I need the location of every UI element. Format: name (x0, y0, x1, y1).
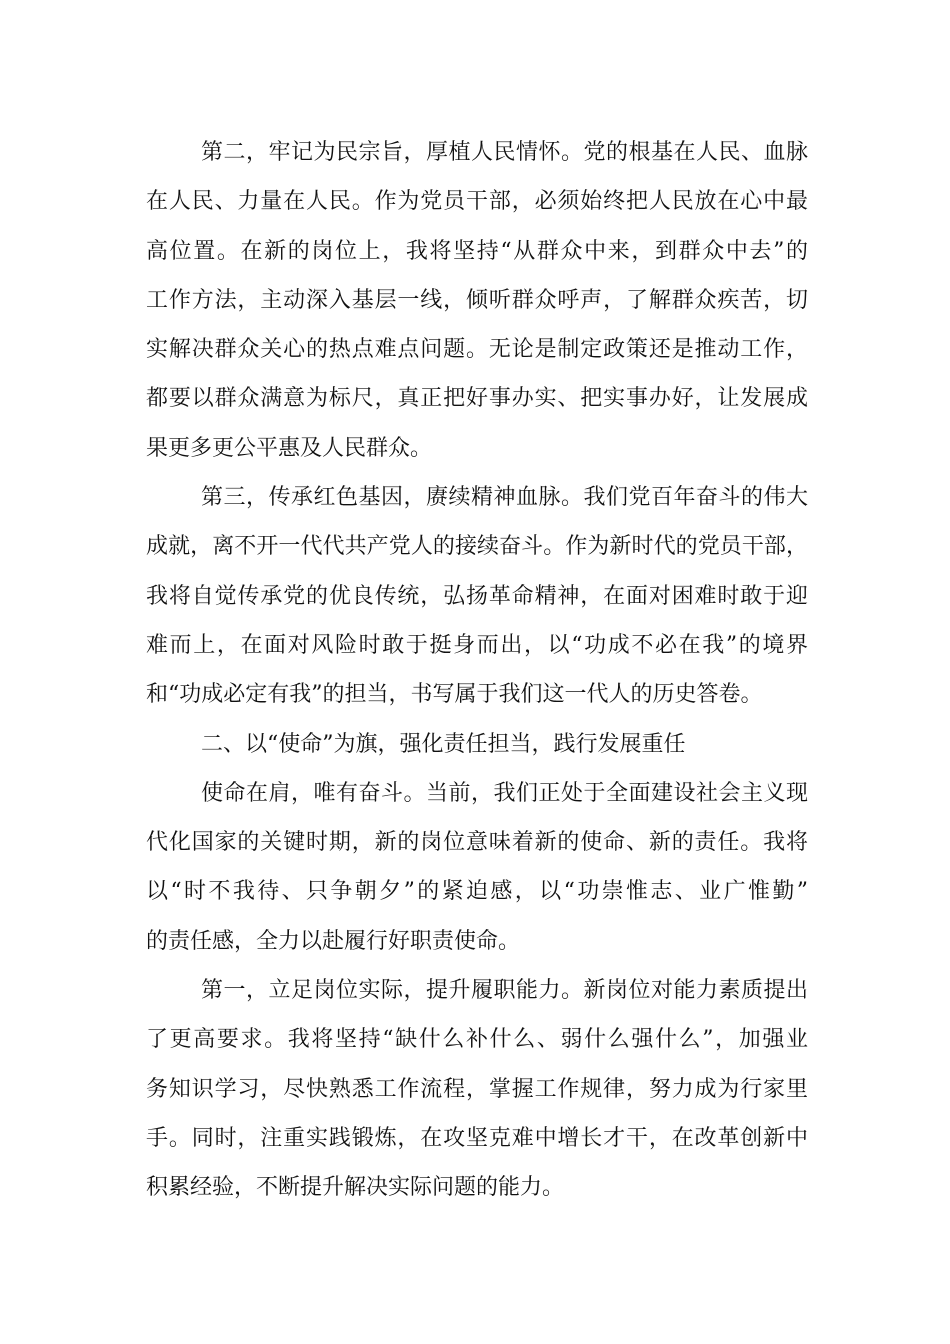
text-line: 务知识学习，尽快熟悉工作流程，掌握工作规律，努力成为行家里 (146, 1076, 808, 1102)
text-line: 难而上，在面对风险时敢于挺身而出，以“功成不必在我”的境界 (146, 632, 808, 658)
text-line: 手。同时，注重实践锻炼，在攻坚克难中增长才干，在改革创新中 (146, 1125, 808, 1151)
text-line: 和“功成必定有我”的担当，书写属于我们这一代人的历史答卷。 (146, 682, 763, 708)
text-line: 二、以“使命”为旗，强化责任担当，践行发展重任 (201, 731, 686, 757)
text-line: 在人民、力量在人民。作为党员干部，必须始终把人民放在心中最 (146, 189, 808, 215)
text-line: 以“时不我待、只争朝夕”的紧迫感，以“功崇惟志、业广惟勤” (146, 879, 808, 905)
document-body (146, 128, 808, 1213)
text-line: 都要以群众满意为标尺，真正把好事办实、把实事办好，让发展成 (146, 386, 808, 412)
text-line: 工作方法，主动深入基层一线，倾听群众呼声，了解群众疾苦，切 (146, 287, 808, 313)
text-line: 成就，离不开一代代共产党人的接续奋斗。作为新时代的党员干部， (146, 534, 808, 560)
text-line: 第二，牢记为民宗旨，厚植人民情怀。党的根基在人民、血脉 (201, 140, 808, 165)
text-line: 的责任感，全力以赴履行好职责使命。 (146, 928, 521, 954)
text-line: 第三，传承红色基因，赓续精神血脉。我们党百年奋斗的伟大 (201, 485, 808, 511)
text-line: 代化国家的关键时期，新的岗位意味着新的使命、新的责任。我将 (146, 830, 808, 856)
text-line: 积累经验，不断提升解决实际问题的能力。 (146, 1175, 565, 1201)
text-line: 第一，立足岗位实际，提升履职能力。新岗位对能力素质提出 (201, 978, 808, 1004)
text-line: 实解决群众关心的热点难点问题。无论是制定政策还是推动工作， (146, 337, 808, 363)
text-line: 果更多更公平惠及人民群众。 (146, 435, 433, 461)
text-line: 了更高要求。我将坚持“缺什么补什么、弱什么强什么”，加强业 (146, 1027, 808, 1053)
text-line: 使命在肩，唯有奋斗。当前，我们正处于全面建设社会主义现 (201, 780, 808, 806)
text-line: 高位置。在新的岗位上，我将坚持“从群众中来，到群众中去”的 (146, 238, 808, 264)
text-line: 我将自觉传承党的优良传统，弘扬革命精神，在面对困难时敢于迎 (146, 583, 808, 609)
